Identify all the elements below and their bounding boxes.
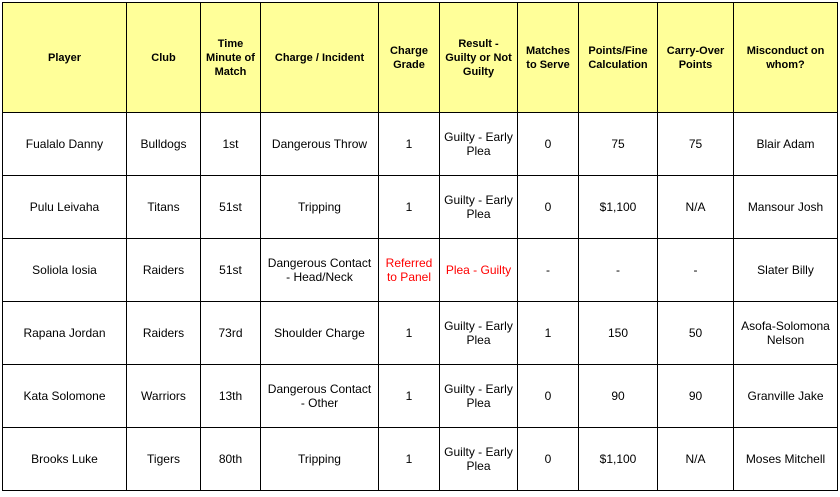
cell-club: Warriors <box>127 365 201 428</box>
header-result: Result - Guilty or Not Guilty <box>440 3 518 113</box>
cell-grade: 1 <box>379 113 440 176</box>
cell-player: Kata Solomone <box>3 365 127 428</box>
cell-time: 73rd <box>201 302 261 365</box>
cell-matches: 0 <box>518 365 579 428</box>
cell-charge: Tripping <box>261 176 379 239</box>
header-charge-incident: Charge / Incident <box>261 3 379 113</box>
cell-club: Raiders <box>127 239 201 302</box>
cell-club: Bulldogs <box>127 113 201 176</box>
cell-points: 75 <box>579 113 658 176</box>
cell-charge: Dangerous Contact - Other <box>261 365 379 428</box>
cell-time: 51st <box>201 239 261 302</box>
cell-points: 150 <box>579 302 658 365</box>
header-misconduct-on: Misconduct on whom? <box>734 3 838 113</box>
header-carry-over: Carry-Over Points <box>658 3 734 113</box>
cell-player: Rapana Jordan <box>3 302 127 365</box>
cell-result: Guilty - Early Plea <box>440 302 518 365</box>
cell-result: Plea - Guilty <box>440 239 518 302</box>
cell-misconduct-on: Mansour Josh <box>734 176 838 239</box>
header-player: Player <box>3 3 127 113</box>
header-row <box>3 3 838 113</box>
cell-points: - <box>579 239 658 302</box>
header-charge-grade: Charge Grade <box>379 3 440 113</box>
table-row <box>3 113 838 176</box>
cell-club: Raiders <box>127 302 201 365</box>
cell-club: Tigers <box>127 428 201 491</box>
header-points-fine: Points/Fine Calculation <box>579 3 658 113</box>
cell-misconduct-on: Slater Billy <box>734 239 838 302</box>
cell-time: 1st <box>201 113 261 176</box>
cell-grade: 1 <box>379 302 440 365</box>
cell-time: 51st <box>201 176 261 239</box>
table-row <box>3 365 838 428</box>
cell-player: Brooks Luke <box>3 428 127 491</box>
cell-player: Soliola Iosia <box>3 239 127 302</box>
cell-result: Guilty - Early Plea <box>440 113 518 176</box>
cell-time: 13th <box>201 365 261 428</box>
cell-grade: 1 <box>379 365 440 428</box>
cell-result: Guilty - Early Plea <box>440 176 518 239</box>
cell-points: $1,100 <box>579 428 658 491</box>
cell-time: 80th <box>201 428 261 491</box>
cell-misconduct-on: Blair Adam <box>734 113 838 176</box>
cell-charge: Tripping <box>261 428 379 491</box>
table-row <box>3 176 838 239</box>
table-row <box>3 428 838 491</box>
cell-carry-over: - <box>658 239 734 302</box>
cell-player: Pulu Leivaha <box>3 176 127 239</box>
cell-matches: 0 <box>518 176 579 239</box>
table-row <box>3 239 838 302</box>
cell-matches: 1 <box>518 302 579 365</box>
cell-misconduct-on: Asofa-Solomona Nelson <box>734 302 838 365</box>
cell-grade: 1 <box>379 428 440 491</box>
cell-carry-over: N/A <box>658 428 734 491</box>
cell-carry-over: 50 <box>658 302 734 365</box>
cell-carry-over: 90 <box>658 365 734 428</box>
header-club: Club <box>127 3 201 113</box>
header-matches-to-serve: Matches to Serve <box>518 3 579 113</box>
cell-result: Guilty - Early Plea <box>440 428 518 491</box>
cell-charge: Dangerous Contact - Head/Neck <box>261 239 379 302</box>
cell-matches: 0 <box>518 113 579 176</box>
cell-carry-over: 75 <box>658 113 734 176</box>
cell-misconduct-on: Moses Mitchell <box>734 428 838 491</box>
cell-grade: Referred to Panel <box>379 239 440 302</box>
cell-charge: Shoulder Charge <box>261 302 379 365</box>
cell-points: 90 <box>579 365 658 428</box>
cell-grade: 1 <box>379 176 440 239</box>
cell-points: $1,100 <box>579 176 658 239</box>
cell-matches: 0 <box>518 428 579 491</box>
table-row <box>3 302 838 365</box>
cell-matches: - <box>518 239 579 302</box>
cell-misconduct-on: Granville Jake <box>734 365 838 428</box>
cell-charge: Dangerous Throw <box>261 113 379 176</box>
header-time-minute: Time Minute of Match <box>201 3 261 113</box>
charges-table <box>2 2 838 491</box>
cell-result: Guilty - Early Plea <box>440 365 518 428</box>
cell-club: Titans <box>127 176 201 239</box>
cell-carry-over: N/A <box>658 176 734 239</box>
cell-player: Fualalo Danny <box>3 113 127 176</box>
